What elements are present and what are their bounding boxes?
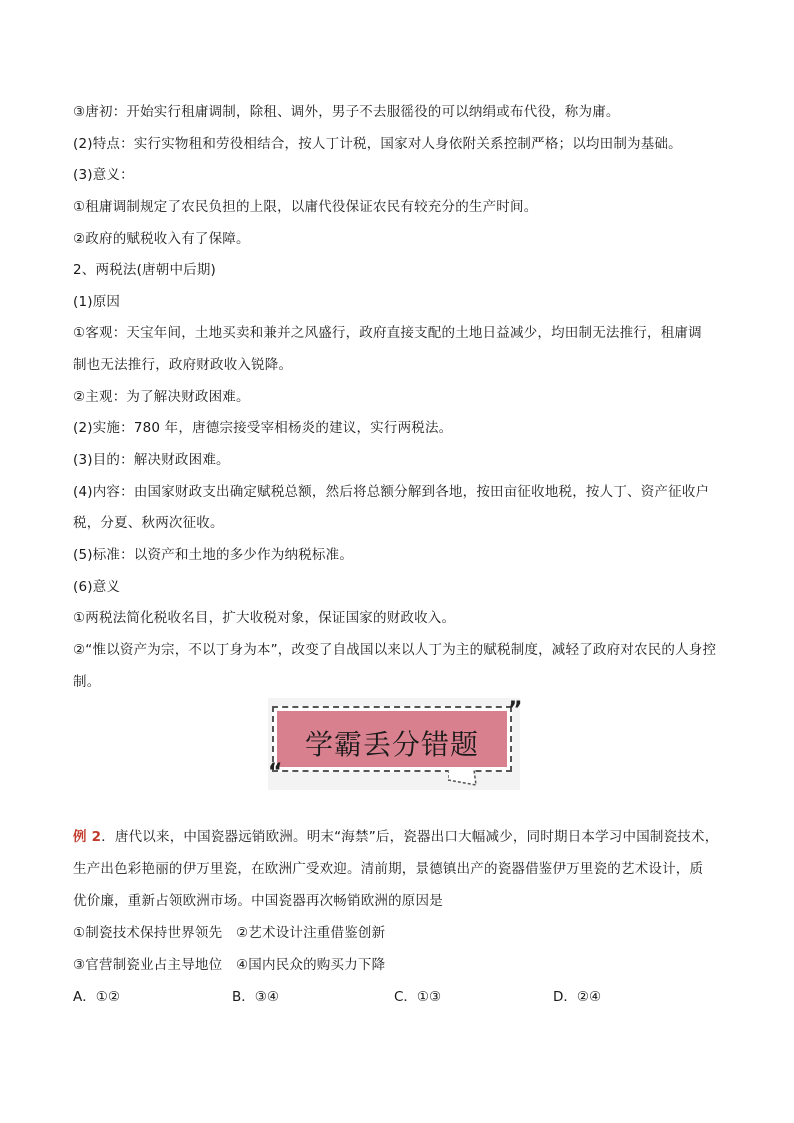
text-line: 制也无法推行，政府财政收入锐降。	[73, 357, 293, 373]
text-line: (2)实施：780 年，唐德宗接受宰相杨炎的建议，实行两税法。	[73, 420, 453, 436]
text-line: ③唐初：开始实行租庸调制，除租、调外，男子不去服徭役的可以纳绢或布代役，称为庸。	[73, 104, 620, 120]
text-line: ②政府的赋税收入有了保障。	[73, 231, 250, 247]
banner-frame	[272, 706, 512, 772]
example-statement: ①制瓷技术保持世界领先 ②艺术设计注重借鉴创新	[73, 925, 386, 941]
example-line: 优价廉，重新占领欧洲市场。中国瓷器再次畅销欧洲的原因是	[73, 893, 443, 909]
banner-title: 学霸丢分错题	[304, 728, 479, 761]
section-heading: 2、两税法(唐朝中后期)	[73, 262, 217, 278]
option-b[interactable]: B．③④	[232, 989, 279, 1005]
quote-open-icon: “	[268, 760, 283, 785]
text-line: 制。	[73, 674, 101, 690]
option-a[interactable]: A．①②	[73, 989, 120, 1005]
section-banner	[268, 698, 523, 790]
text-line: (5)标准：以资产和土地的多少作为纳税标准。	[73, 547, 354, 563]
text-line: ②“惟以资产为宗，不以丁身为本”，改变了自战国以来以人丁为主的赋税制度，减轻了政府对农民的人身控	[73, 642, 717, 658]
example-label: 例 2	[73, 829, 102, 845]
example-statement: ③官营制瓷业占主导地位 ④国内民众的购买力下降	[73, 957, 386, 973]
text-line: ②主观：为了解决财政困难。	[73, 389, 250, 405]
text-line: (2)特点：实行实物租和劳役相结合，按人丁计税，国家对人身依附关系控制严格；以均田制为基础。	[73, 136, 682, 152]
text-line: ①租庸调制规定了农民负担的上限，以庸代役保证农民有较充分的生产时间。	[73, 199, 538, 215]
banner-fill	[277, 711, 507, 767]
example-text: ．唐代以来，中国瓷器远销欧洲。明末“海禁”后，瓷器出口大幅减少，同时期日本学习中国制瓷技术，	[101, 829, 719, 845]
text-line: (4)内容：由国家财政支出确定赋税总额，然后将总额分解到各地，按田亩征收地税，按人丁、资产征收户	[73, 484, 710, 500]
text-line: (3)目的：解决财政困难。	[73, 452, 230, 468]
option-d[interactable]: D．②④	[553, 989, 602, 1005]
text-line: (3)意义：	[73, 167, 134, 183]
speech-tail-icon	[448, 770, 482, 786]
option-c[interactable]: C．①③	[394, 989, 442, 1005]
text-line: ①两税法简化税收名目，扩大收税对象，保证国家的财政收入。	[73, 610, 456, 626]
example-line: 生产出色彩艳丽的伊万里瓷，在欧洲广受欢迎。清前期，景德镇出产的瓷器借鉴伊万里瓷的艺术设计，质	[73, 861, 704, 877]
text-line: 税，分夏、秋两次征收。	[73, 515, 224, 531]
example-question	[73, 827, 733, 847]
text-line: (6)意义	[73, 579, 121, 595]
text-line: (1)原因	[73, 294, 121, 310]
text-line: ①客观：天宝年间，土地买卖和兼并之风盛行，政府直接支配的土地日益减少，均田制无法推行，租庸调	[73, 325, 702, 341]
quote-close-icon: ”	[508, 698, 523, 723]
